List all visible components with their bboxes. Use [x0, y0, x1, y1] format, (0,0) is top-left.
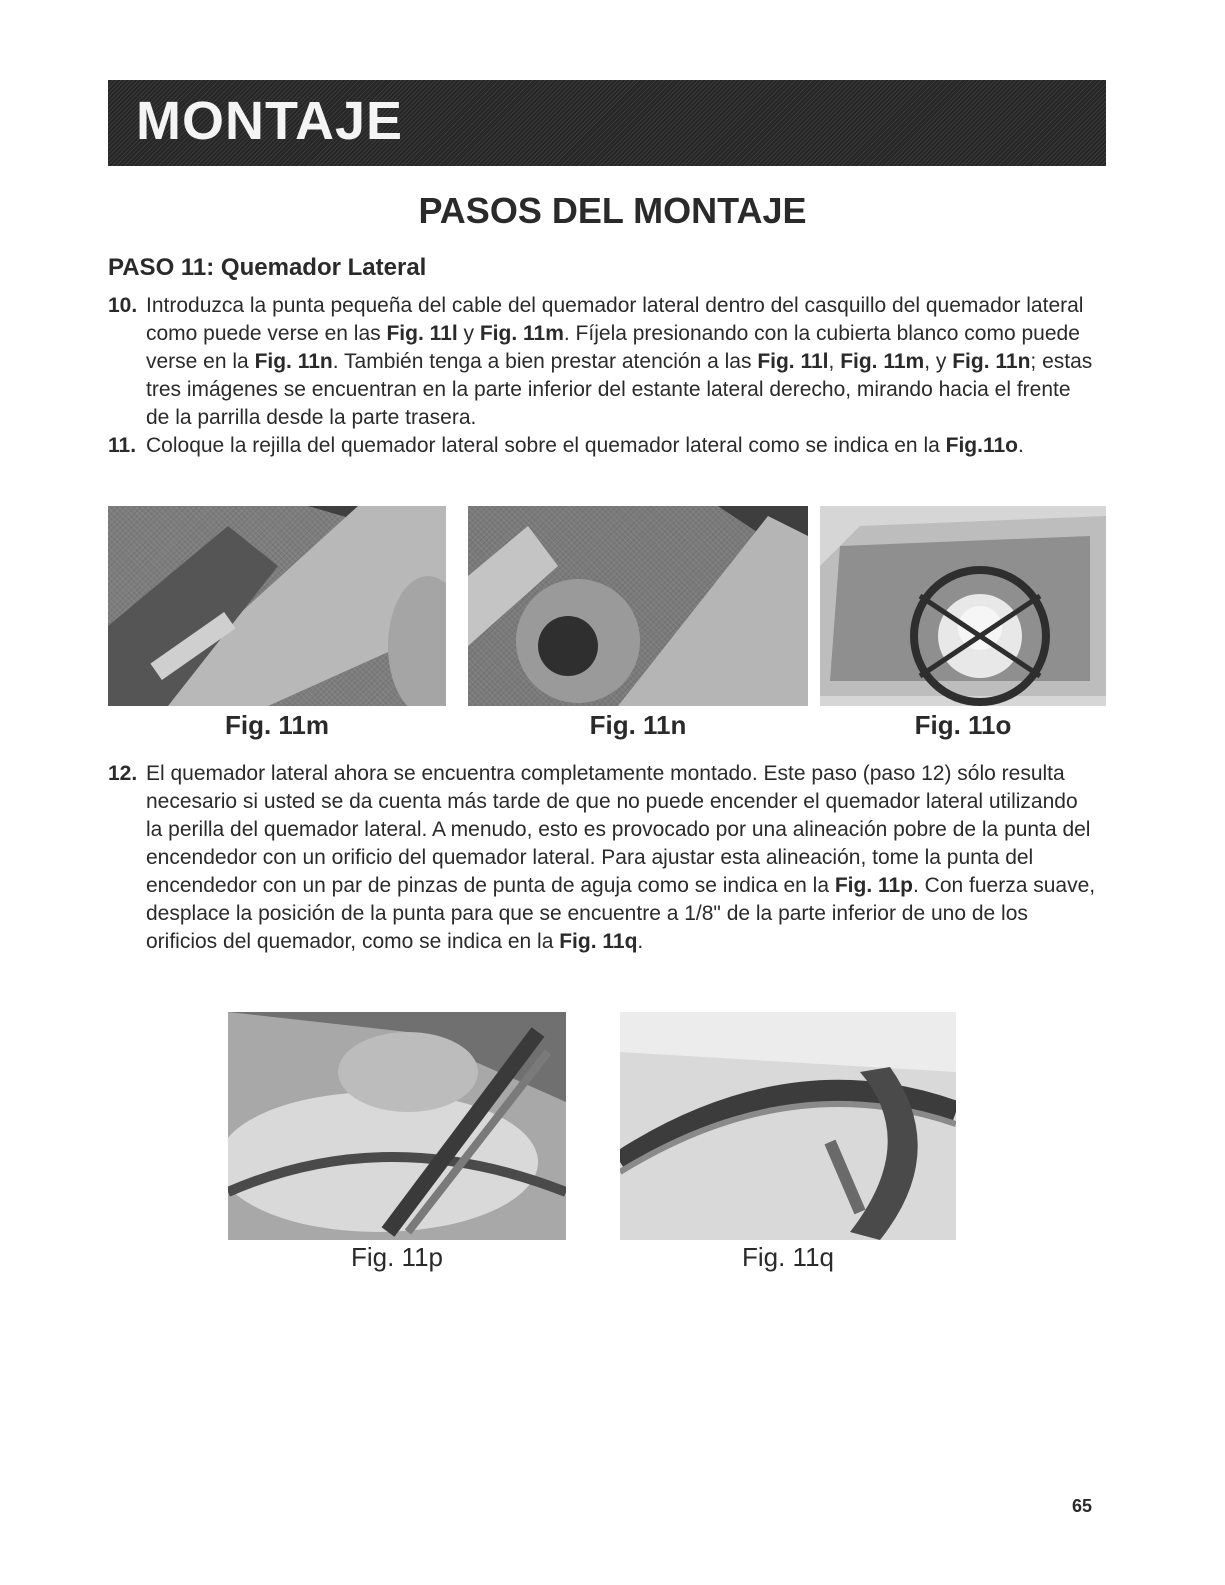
step-number: 10. [108, 294, 138, 317]
text-segment: Introduzca la punta pequeña del cable del quemador lateral dentro del casquillo del quemador lateral como puede verse en las [146, 294, 1084, 345]
step-number: 11. [108, 434, 137, 457]
step-text [146, 760, 1098, 956]
text-segment: ; estas tres imágenes se encuentran en la parte inferior del estante lateral derecho, mirando hacia el frente de la parrilla desde la parte trasera. [146, 350, 1093, 429]
text-segment: . [1017, 434, 1024, 457]
step-12 [108, 760, 1098, 956]
figure-reference: Fig. 11l [386, 322, 458, 345]
text-segment: , y [924, 350, 953, 373]
step-11 [108, 432, 1098, 460]
text-segment: , [828, 350, 841, 373]
page-title: PASOS DEL MONTAJE [418, 190, 807, 231]
figure-reference: Fig.11o [945, 434, 1018, 457]
text-segment: Coloque la rejilla del quemador lateral sobre el quemador lateral como se indica en la [146, 434, 946, 457]
figure-reference: Fig. 11n [254, 350, 333, 373]
text-segment: El quemador lateral ahora se encuentra completamente montado. Este paso (paso 12) sólo resulta necesario si usted se da cuenta más tarde de que no puede encender el quemador lateral utilizando la perilla del quemador lateral. A menudo, esto es provocado por una alineación pobre de la punta del encendedor con un orificio del quemador lateral. Para ajustar esta alineación, tome la punta del encendedor con un par de pinzas de punta de aguja como se indica en la [146, 762, 1091, 897]
text-segment: . Con fuerza suave, desplace la posición de la punta para que se encuentre a 1/8" de la parte inferior de uno de los orificios del quemador, como se indica en la [146, 874, 1096, 953]
step-text [146, 292, 1098, 432]
figure-11n-photo [468, 506, 808, 706]
figure-reference: Fig. 11l [757, 350, 829, 373]
figure-reference: Fig. 11m [840, 350, 925, 373]
step-text [146, 432, 1098, 460]
figure-reference: Fig. 11n [952, 350, 1031, 373]
figure-caption: Fig. 11m [224, 710, 330, 740]
figure-caption: Fig. 11n [589, 710, 687, 740]
figure-reference: Fig. 11p [834, 874, 914, 897]
figure-11p-photo [228, 1012, 566, 1240]
section-banner [108, 80, 1106, 166]
figure-caption: Fig. 11o [914, 710, 1012, 740]
banner-title: MONTAJE [136, 91, 404, 151]
page-number: 65 [1072, 1496, 1093, 1516]
figure-11q-photo [620, 1012, 956, 1240]
figure-caption: Fig. 11q [741, 1242, 834, 1272]
figure-11m-photo [108, 506, 446, 706]
text-segment: . También tenga a bien prestar atención a las [332, 350, 758, 373]
step-10 [108, 292, 1098, 432]
text-segment: y [457, 322, 480, 345]
figure-11o-photo [820, 506, 1106, 706]
text-segment: . [637, 930, 644, 953]
figure-caption: Fig. 11p [350, 1242, 443, 1272]
text-segment: . Fíjela presionando con la cubierta blanco como puede verse en la [146, 322, 1080, 373]
step-number: 12. [108, 762, 138, 785]
figure-reference: Fig. 11q [559, 930, 638, 953]
figure-reference: Fig. 11m [479, 322, 564, 345]
step-heading: PASO 11: Quemador Lateral [108, 254, 427, 281]
